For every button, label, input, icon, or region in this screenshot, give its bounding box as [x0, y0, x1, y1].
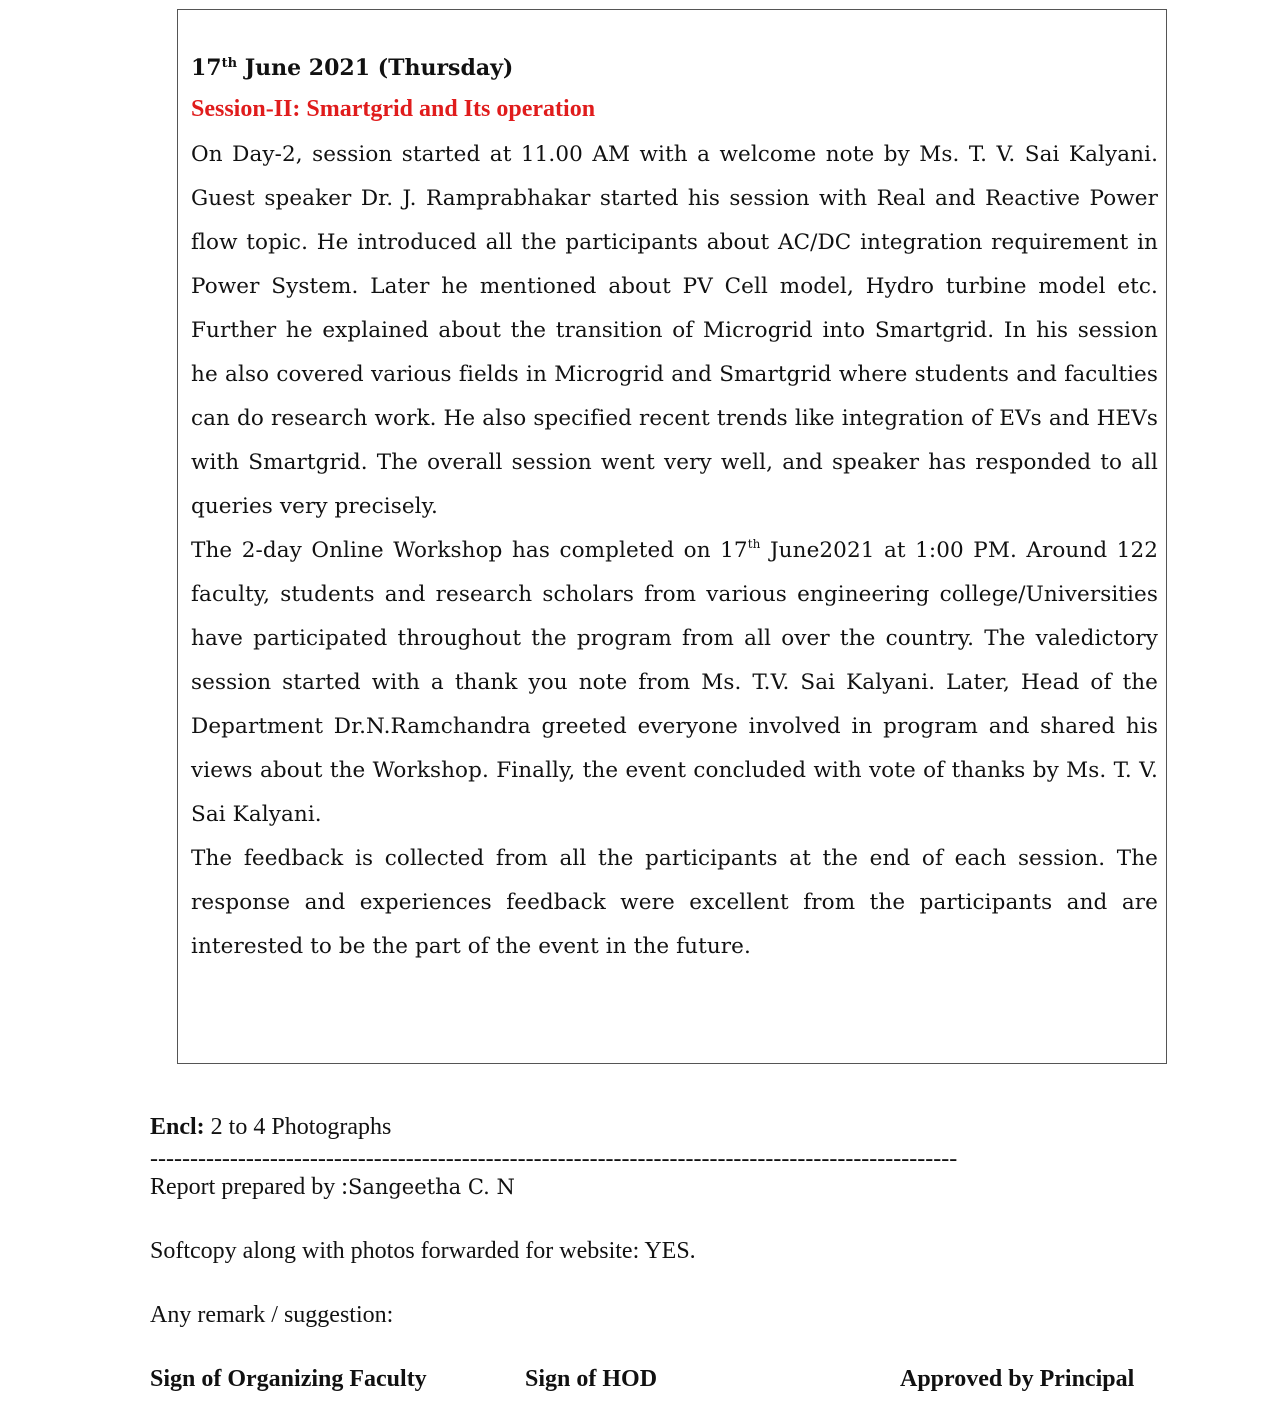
paragraph-workshop-completion: [191, 529, 1158, 837]
paragraph-workshop-completion-part2: June2021 at 1:00 PM. Around 122 faculty, students and research scholars from various engineering college/Universities have participated throughout the program from all over the country. The valedictory session started with a thank you note from Ms. T.V. Sai Kalyani. Later, Head of the Department Dr.N.Ramchandra greeted everyone involved in program and shared his views about the Workshop. Finally, the event concluded with vote of thanks by Ms. T. V. Sai Kalyani.: [191, 538, 1158, 827]
remark-line: Any remark / suggestion:: [150, 1302, 394, 1328]
date-day: 17: [191, 55, 222, 81]
report-content: [191, 52, 1158, 969]
paragraph-workshop-completion-part1: The 2-day Online Workshop has completed on 17: [191, 538, 748, 563]
prepared-by-label: Report prepared by :: [150, 1174, 348, 1200]
prepared-by-line: [150, 1174, 515, 1201]
paragraph-day2-summary: On Day-2, session started at 11.00 AM with a welcome note by Ms. T. V. Sai Kalyani. Guest speaker Dr. J. Ramprabhakar started his session with Real and Reactive Power flow topic. He introduced all the participants about AC/DC integration requirement in Power System. Later he mentioned about PV Cell model, Hydro turbine model etc. Further he explained about the transition of Microgrid into Smartgrid. In his session he also covered various fields in Microgrid and Smartgrid where students and faculties can do research work. He also specified recent trends like integration of EVs and HEVs with Smartgrid. The overall session went very well, and speaker has responded to all queries very precisely.: [191, 142, 1158, 519]
approved-by-principal: Approved by Principal: [900, 1366, 1135, 1392]
paragraph-superscript: th: [747, 537, 761, 551]
dashed-separator: -----------------------------------------------------------------------------------------------------: [150, 1146, 958, 1172]
report-box: [177, 9, 1167, 1064]
sign-organizing-faculty: Sign of Organizing Faculty: [150, 1366, 427, 1392]
sign-hod: Sign of HOD: [525, 1366, 658, 1392]
date-superscript: th: [221, 56, 238, 71]
enclosure-label: Encl:: [150, 1114, 205, 1140]
session-date: [191, 52, 1158, 84]
prepared-by-name: Sangeetha C. N: [347, 1175, 515, 1199]
enclosure-value: 2 to 4 Photographs: [204, 1114, 392, 1140]
session-title: Session-II: Smartgrid and Its operation: [191, 96, 596, 122]
date-rest: June 2021 (Thursday): [237, 55, 514, 81]
paragraph-feedback: The feedback is collected from all the participants at the end of each session. The response and experiences feedback were excellent from the participants and are interested to be the part of the event in the future.: [191, 846, 1158, 959]
softcopy-line: Softcopy along with photos forwarded for website: YES.: [150, 1238, 696, 1264]
enclosure-line: [150, 1114, 391, 1141]
